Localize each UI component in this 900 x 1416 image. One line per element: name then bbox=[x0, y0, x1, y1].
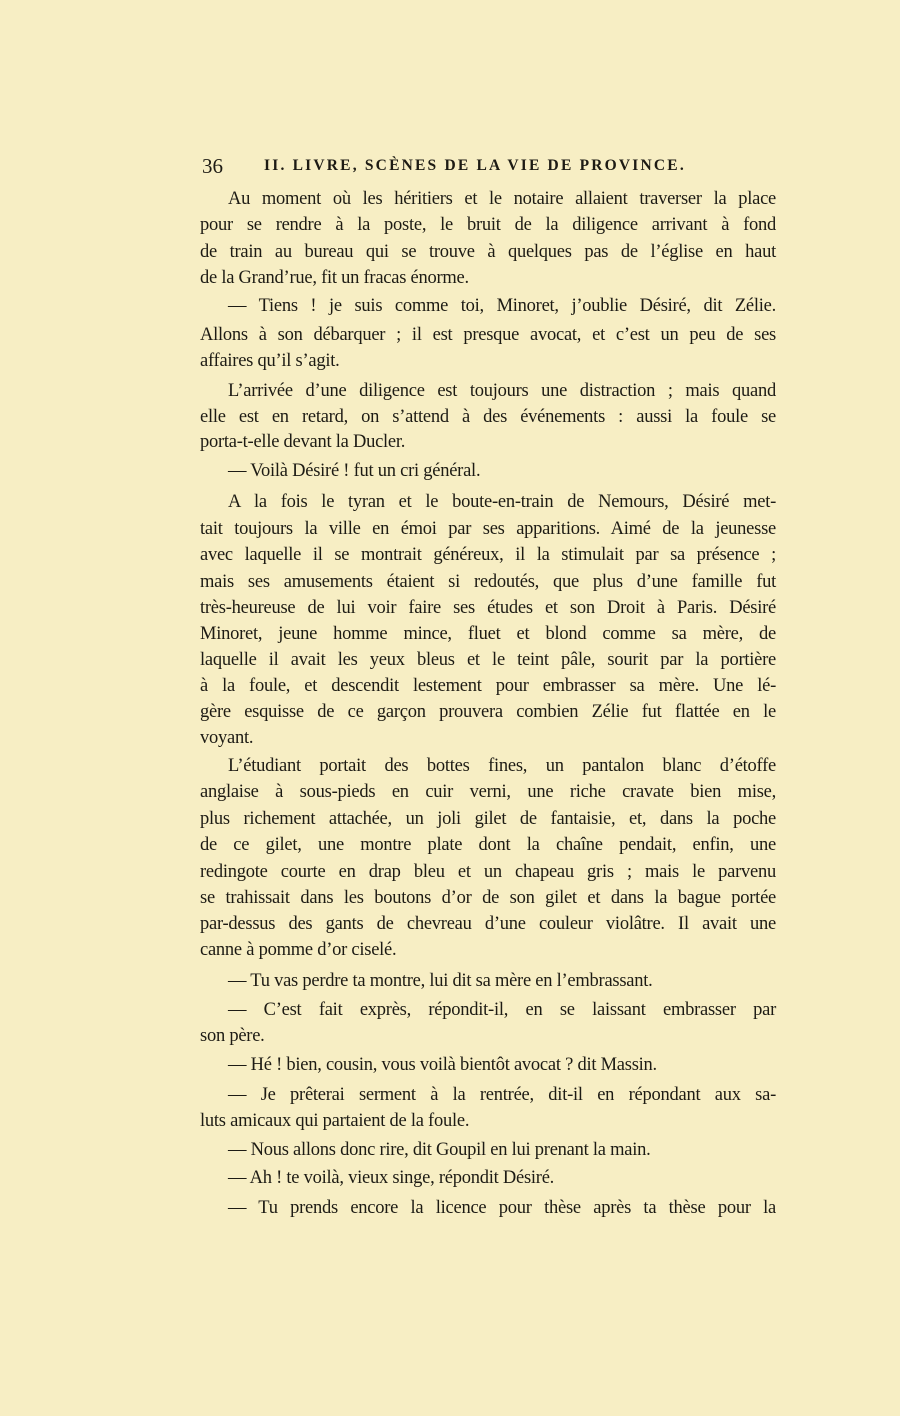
text-line: se trahissait dans les boutons d’or de son gilet et dans la bague portée bbox=[200, 888, 776, 908]
text-line: A la fois le tyran et le boute-en-train de Nemours, Désiré met- bbox=[228, 492, 776, 512]
text-line: de la Grand’rue, fit un fracas énorme. bbox=[200, 268, 469, 288]
text-line: Au moment où les héritiers et le notaire allaient traverser la place bbox=[228, 189, 776, 209]
text-line: très-heureuse de lui voir faire ses études et son Droit à Paris. Désiré bbox=[200, 598, 776, 618]
text-line: mais ses amusements étaient si redoutés, que plus d’une famille fut bbox=[200, 572, 776, 592]
text-line: — Nous allons donc rire, dit Goupil en lui prenant la main. bbox=[228, 1140, 651, 1160]
text-line: son père. bbox=[200, 1026, 265, 1046]
text-line: — Hé ! bien, cousin, vous voilà bientôt avocat ? dit Massin. bbox=[228, 1055, 657, 1075]
text-line: anglaise à sous-pieds en cuir verni, une riche cravate bien mise, bbox=[200, 782, 776, 802]
text-line: avec laquelle il se montrait généreux, il la stimulait par sa présence ; bbox=[200, 545, 776, 565]
text-line: par-dessus des gants de chevreau d’une couleur violâtre. Il avait une bbox=[200, 914, 776, 934]
text-line: — Voilà Désiré ! fut un cri général. bbox=[228, 461, 481, 481]
text-line: pour se rendre à la poste, le bruit de la diligence arrivant à fond bbox=[200, 215, 776, 235]
page-number: 36 bbox=[202, 154, 223, 178]
text-line: de train au bureau qui se trouve à quelques pas de l’église en haut bbox=[200, 242, 776, 262]
running-title: II. LIVRE, SCÈNES DE LA VIE DE PROVINCE. bbox=[264, 157, 686, 174]
text-line: redingote courte en drap bleu et un chapeau gris ; mais le parvenu bbox=[200, 862, 776, 882]
text-line: — Je prêterai serment à la rentrée, dit-il en répondant aux sa- bbox=[228, 1085, 776, 1105]
text-line: plus richement attachée, un joli gilet de fantaisie, et, dans la poche bbox=[200, 809, 776, 829]
text-line: L’arrivée d’une diligence est toujours une distraction ; mais quand bbox=[228, 381, 776, 401]
text-line: — Tiens ! je suis comme toi, Minoret, j’oublie Désiré, dit Zélie. bbox=[228, 296, 776, 316]
text-line: — C’est fait exprès, répondit-il, en se laissant embrasser par bbox=[228, 1000, 776, 1020]
text-line: — Tu prends encore la licence pour thèse après ta thèse pour la bbox=[228, 1198, 776, 1218]
text-line: L’étudiant portait des bottes fines, un pantalon blanc d’étoffe bbox=[228, 756, 776, 776]
text-line: luts amicaux qui partaient de la foule. bbox=[200, 1111, 470, 1131]
text-line: porta-t-elle devant la Ducler. bbox=[200, 432, 406, 452]
text-line: laquelle il avait les yeux bleus et le teint pâle, sourit par la portière bbox=[200, 650, 776, 670]
text-line: canne à pomme d’or ciselé. bbox=[200, 940, 397, 960]
running-header bbox=[200, 154, 776, 178]
text-line: Minoret, jeune homme mince, fluet et blond comme sa mère, de bbox=[200, 624, 776, 644]
text-line: — Tu vas perdre ta montre, lui dit sa mère en l’embrassant. bbox=[228, 971, 653, 991]
text-line: à la foule, et descendit lestement pour embrasser sa mère. Une lé- bbox=[200, 676, 776, 696]
text-line: elle est en retard, on s’attend à des événements : aussi la foule se bbox=[200, 407, 776, 427]
text-line: de ce gilet, une montre plate dont la chaîne pendait, enfin, une bbox=[200, 835, 776, 855]
text-line: Allons à son débarquer ; il est presque avocat, et c’est un peu de ses bbox=[200, 325, 776, 345]
text-line: tait toujours la ville en émoi par ses apparitions. Aimé de la jeunesse bbox=[200, 519, 776, 539]
text-line: affaires qu’il s’agit. bbox=[200, 351, 340, 371]
text-line: gère esquisse de ce garçon prouvera combien Zélie fut flattée en le bbox=[200, 702, 776, 722]
text-line: — Ah ! te voilà, vieux singe, répondit Désiré. bbox=[228, 1168, 555, 1188]
text-line: voyant. bbox=[200, 728, 254, 748]
